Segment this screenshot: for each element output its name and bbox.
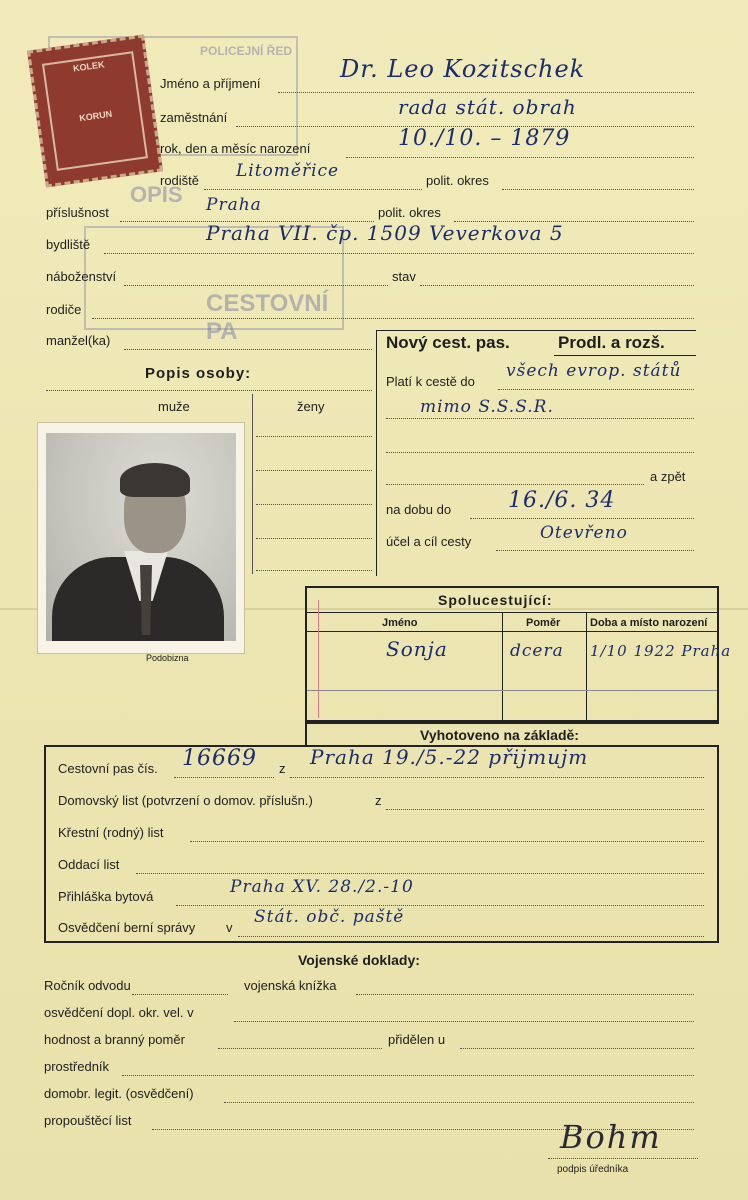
signature-label: podpis úředníka: [557, 1164, 629, 1175]
desc-line-2: [256, 470, 372, 471]
portrait-image: [46, 433, 236, 641]
companions-row-rule: [307, 690, 717, 691]
name-value: Dr. Leo Kozitschek: [340, 55, 586, 83]
basis-domicile-line: [386, 809, 704, 810]
col-name-header: Jméno: [382, 617, 418, 629]
birth-label: rok, den a měsíc narození: [160, 141, 311, 156]
military-legion-label: domobr. legit. (osvědčení): [44, 1086, 194, 1101]
valid-line-3: [386, 452, 694, 453]
companions-title-rule: [307, 612, 717, 613]
district2-label: polit. okres: [378, 205, 441, 220]
valid-label: Platí k cestě do: [386, 374, 475, 389]
military-rank-label: hodnost a branný poměr: [44, 1032, 185, 1047]
military-intermediary-label: prostředník: [44, 1059, 110, 1074]
military-assigned-line: [460, 1048, 694, 1049]
passport-divider: [376, 330, 377, 576]
valid-value-2: mimo S.S.S.R.: [420, 397, 554, 417]
birthplace-value: Litoměřice: [236, 161, 340, 181]
duration-line: [470, 518, 694, 519]
birthplace-label: rodiště: [160, 173, 200, 188]
description-divider: [252, 394, 253, 574]
valid-line-1: [498, 389, 694, 390]
red-margin-line: [318, 600, 319, 718]
religion-line: [124, 285, 388, 286]
basis-passport-label: Cestovní pas čís.: [58, 761, 158, 776]
basis-domicile-label: Domovský list (potvrzení o domov. příslušn.): [58, 793, 313, 808]
valid-line-4: [386, 484, 644, 485]
portrait-hair: [120, 463, 190, 497]
military-cert-line: [234, 1021, 694, 1022]
citizenship-label: příslušnost: [46, 205, 109, 220]
duration-label: na dobu do: [386, 502, 452, 517]
basis-baptism-line: [190, 841, 704, 842]
military-cert-label: osvědčení dopl. okr. vel. v: [44, 1005, 194, 1020]
basis-tax-label: Osvědčení berní správy: [58, 920, 196, 935]
companions-header-rule: [307, 631, 717, 632]
description-rule: [46, 390, 372, 391]
duration-value: 16./6. 34: [508, 488, 616, 513]
signature-line: [548, 1158, 698, 1159]
basis-passport-value: 16669: [182, 746, 257, 771]
description-male: muže: [158, 399, 190, 414]
basis-tax-line: [238, 936, 704, 937]
faint-stamp-text-c: CESTOVNÍ PA: [206, 290, 329, 345]
passport-top-rule: [376, 330, 696, 331]
desc-line-3: [256, 504, 372, 505]
employment-label: zaměstnání: [160, 110, 228, 125]
description-female: ženy: [297, 399, 325, 414]
basis-tax-value: Stát. obč. paště: [254, 907, 405, 927]
companions-col-divider-2: [586, 612, 587, 720]
residence-label: bydliště: [46, 237, 91, 252]
basis-top-rule: [305, 722, 719, 724]
heading-underline: [554, 355, 696, 356]
basis-registration-label: Přihláška bytová: [58, 889, 154, 904]
basis-z1: z: [279, 761, 286, 776]
birth-line: [346, 157, 694, 158]
district-line: [502, 189, 694, 190]
companions-col-divider-1: [502, 612, 503, 720]
valid-value-1: všech evrop. států: [506, 361, 682, 381]
passport-heading-extension: Prodl. a rozš.: [558, 333, 665, 352]
spouse-line: [124, 349, 372, 350]
district-label: polit. okres: [426, 173, 489, 188]
basis-z2: z: [375, 793, 382, 808]
birth-value: 10./10. – 1879: [398, 126, 571, 151]
military-assigned-label: přidělen u: [388, 1032, 446, 1047]
citizenship-value: Praha: [206, 195, 262, 215]
residence-value: Praha VII. čp. 1509 Veverkova 5: [206, 221, 564, 245]
basis-left-notch: [305, 722, 307, 746]
basis-tax-v: v: [226, 920, 233, 935]
basis-marriage-label: Oddací list: [58, 857, 120, 872]
stamp-bottom-text: KORUN: [78, 108, 113, 124]
parents-label: rodiče: [46, 302, 82, 317]
spouse-label: manžel(ka): [46, 333, 111, 348]
desc-line-5: [256, 570, 372, 571]
religion-label: náboženství: [46, 269, 117, 284]
faint-stamp-text-b: OPIS: [130, 182, 183, 207]
military-year-line: [132, 994, 228, 995]
faint-stamp-text-a: POLICEJNÍ ŘED: [200, 44, 293, 58]
military-intermediary-line: [122, 1075, 694, 1076]
companions-title: Spolucestující:: [438, 592, 553, 608]
revenue-stamp: [27, 34, 163, 187]
birthplace-line: [204, 189, 422, 190]
companion-name: Sonja: [386, 637, 448, 661]
military-legion-line: [224, 1102, 694, 1103]
basis-passport-line: [174, 777, 274, 778]
official-signature: Bohm: [560, 1118, 662, 1156]
companion-relation: dcera: [510, 641, 564, 661]
passport-heading: Nový cest. pas.: [386, 333, 510, 352]
description-heading: Popis osoby:: [145, 365, 252, 382]
valid-line-2: [386, 418, 694, 419]
basis-registration-value: Praha XV. 28./2.-10: [230, 877, 414, 897]
military-year-label: Ročník odvodu: [44, 978, 131, 993]
name-label: Jméno a příjmení: [160, 76, 261, 91]
companion-birth: 1/10 1922 Praha: [590, 642, 732, 660]
basis-title: Vyhotoveno na základě:: [420, 727, 579, 743]
military-book-line: [356, 994, 694, 995]
stamp-top-text: KOLEK: [72, 59, 106, 74]
col-birth-header: Doba a místo narození: [590, 617, 708, 629]
photo-caption: Podobizna: [146, 653, 189, 663]
military-discharge-label: propouštěcí list: [44, 1113, 132, 1128]
desc-line-4: [256, 538, 372, 539]
name-line: [278, 92, 694, 93]
purpose-line: [496, 550, 694, 551]
military-rank-line: [218, 1048, 382, 1049]
col-relation-header: Poměr: [526, 617, 561, 629]
portrait-tie: [140, 565, 152, 635]
return-label: a zpět: [650, 469, 686, 484]
basis-from-line: [290, 777, 704, 778]
employment-value: rada stát. obrah: [398, 95, 577, 119]
purpose-value: Otevřeno: [540, 523, 628, 543]
basis-passport-from: Praha 19./5.-22 přijmujm: [310, 745, 589, 769]
parents-line: [92, 318, 694, 319]
desc-line-1: [256, 436, 372, 437]
status-line: [420, 285, 694, 286]
military-title: Vojenské doklady:: [298, 952, 420, 968]
portrait-photo: [37, 422, 245, 654]
residence-line: [104, 253, 694, 254]
basis-baptism-label: Křestní (rodný) list: [58, 825, 164, 840]
purpose-label: účel a cíl cesty: [386, 534, 472, 549]
basis-marriage-line: [136, 873, 704, 874]
military-book-label: vojenská knížka: [244, 978, 337, 993]
status-label: stav: [392, 269, 416, 284]
